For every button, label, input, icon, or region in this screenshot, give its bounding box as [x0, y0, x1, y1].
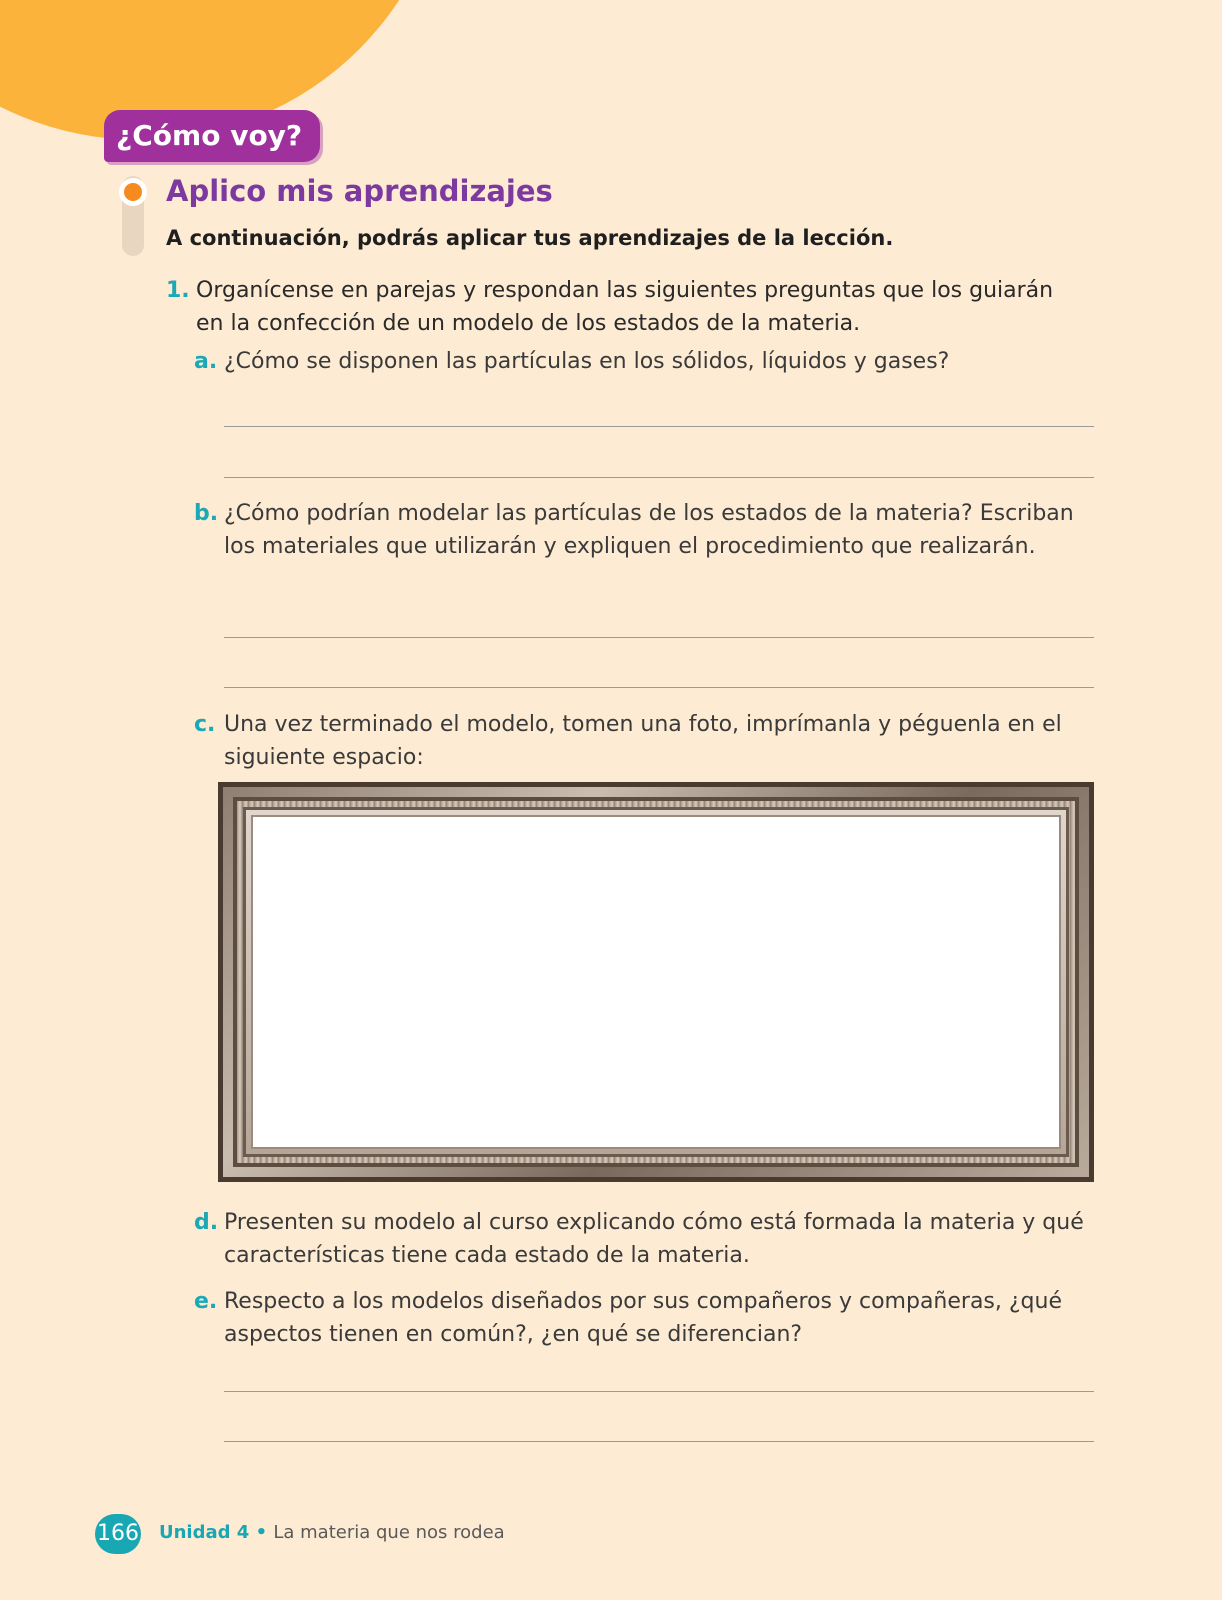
intro-text: A continuación, podrás aplicar tus aprendizajes de la lección.	[166, 226, 894, 250]
orange-dot-icon	[119, 178, 147, 206]
item-letter: a.	[194, 349, 218, 374]
picture-frame	[218, 782, 1094, 1182]
answer-line[interactable]	[224, 426, 1094, 427]
item-letter: e.	[194, 1289, 218, 1314]
unit-title: La materia que nos rodea	[273, 1522, 505, 1543]
photo-paste-area[interactable]	[251, 815, 1061, 1149]
unit-name: Unidad 4	[159, 1522, 250, 1543]
item-text: ¿Cómo podrían modelar las partículas de los estados de la materia? Escriban los materiales que utilizarán y expliquen el procedimiento que realizarán.	[224, 501, 1074, 559]
answer-line[interactable]	[224, 637, 1094, 638]
section-badge: ¿Cómo voy?	[104, 110, 320, 162]
answer-line[interactable]	[224, 1441, 1094, 1442]
section-title: Aplico mis aprendizajes	[166, 174, 553, 208]
answer-line[interactable]	[224, 1391, 1094, 1392]
item-text: Respecto a los modelos diseñados por sus compañeros y compañeras, ¿qué aspectos tienen en común?, ¿en qué se diferencian?	[224, 1289, 1062, 1347]
item-text: Presenten su modelo al curso explicando cómo está formada la materia y qué características tiene cada estado de la materia.	[224, 1210, 1084, 1268]
question-text: Organícense en parejas y respondan las siguientes preguntas que los guiarán en la confección de un modelo de los estados de la materia.	[196, 278, 1054, 336]
page-number: 166	[95, 1514, 141, 1554]
item-text: ¿Cómo se disponen las partículas en los sólidos, líquidos y gases?	[224, 349, 950, 374]
item-text: Una vez terminado el modelo, tomen una foto, imprímanla y péguenla en el siguiente espacio:	[224, 712, 1062, 770]
unit-label	[159, 1522, 505, 1543]
question-number: 1.	[166, 278, 190, 303]
item-letter: b.	[194, 501, 219, 526]
item-letter: c.	[194, 712, 216, 737]
answer-line[interactable]	[224, 687, 1094, 688]
question-1	[166, 274, 1096, 336]
item-letter: d.	[194, 1210, 219, 1235]
answer-line[interactable]	[224, 477, 1094, 478]
separator: •	[249, 1522, 274, 1543]
